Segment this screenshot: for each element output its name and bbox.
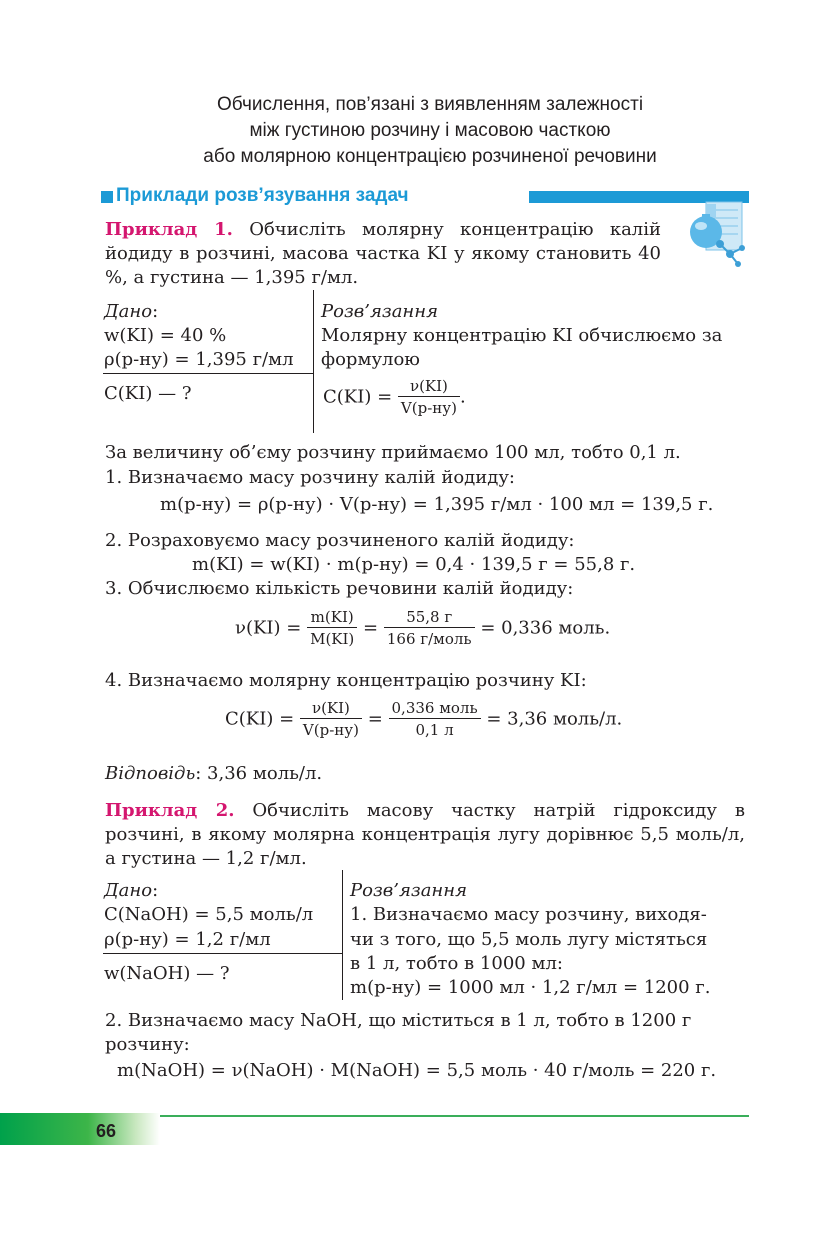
example1-given-2: ρ(р-ну) = 1,395 г/мл (104, 349, 294, 370)
example2-step2-cont: розчину: (105, 1034, 190, 1055)
example1-solution-text-1: Молярну концентрацію KI обчислюємо за (321, 325, 723, 346)
example1-given-1: w(KI) = 40 % (104, 325, 227, 346)
example1-step1: 1. Визначаємо масу розчину калій йодиду: (105, 467, 515, 488)
example2-solution-label: Розв’язання (350, 880, 468, 901)
topic-line-3: або молярною концентрацією розчиненої речовини (203, 146, 657, 167)
example2-given-2: ρ(р-ну) = 1,2 г/мл (104, 929, 271, 950)
example1-given-label: Дано: (104, 301, 159, 322)
example2-given-label: Дано: (104, 880, 159, 901)
example2-divider (342, 870, 343, 1000)
example2-find: w(NaOH) — ? (104, 963, 230, 984)
topic-line-1: Обчислення, пов’язані з виявленням залежності (216, 94, 644, 115)
example2-solution-3: в 1 л, тобто в 1000 мл: (350, 953, 563, 974)
example1-step4: 4. Визначаємо молярну концентрацію розчину KI: (105, 670, 587, 691)
example2-statement (105, 799, 745, 871)
example1-solution-label: Розв’язання (321, 301, 439, 322)
example2-step2: 2. Визначаємо масу NaOH, що міститься в 1 л, тобто в 1200 г (105, 1010, 692, 1031)
example2-given-rule (103, 953, 342, 954)
example1-step3-equation: ν(KI) = $\frac{m(KI)}{M(KI)}$ = $\frac{55,8 г}{\text{166 г/моль}}$ = 0,336 моль. (235, 608, 611, 648)
page-number: 66 (96, 1121, 117, 1141)
example1-answer: Відповідь: 3,36 моль/л. (105, 763, 323, 784)
section-marker (101, 191, 113, 203)
example2-step2-equation: m(NaOH) = ν(NaOH) · M(NaOH) = 5,5 моль · 40 г/моль = 220 г. (117, 1060, 717, 1081)
example2-solution-4: m(р-ну) = 1000 мл · 1,2 г/мл = 1200 г. (350, 977, 711, 998)
topic-line-2: між густиною розчину і масовою часткою (249, 120, 611, 141)
example1-step4-equation: C(KI) = $\frac{\nu(KI)}{V(р-ну)}$ = $\frac{\text{0,336 моль}}{0,1 л}$ = 3,36 моль/л. (225, 699, 623, 739)
example2-label: Приклад 2. (105, 800, 235, 821)
example1-step1-equation: m(р-ну) = ρ(р-ну) · V(р-ну) = 1,395 г/мл · 100 мл = 139,5 г. (160, 494, 714, 515)
example1-solution-text-2: формулою (321, 349, 420, 370)
example1-step2: 2. Розраховуємо масу розчиненого калій йодиду: (105, 530, 575, 551)
example1-formula: C(KI) = $\frac{\nu(KI)}{V(р-ну)}$ . (323, 377, 466, 417)
example1-step2-equation: m(KI) = w(KI) · m(р-ну) = 0,4 · 139,5 г = 55,8 г. (192, 554, 636, 575)
example2-given-1: C(NaOH) = 5,5 моль/л (104, 904, 314, 925)
example1-step3: 3. Обчислюємо кількість речовини калій йодиду: (105, 578, 574, 599)
example1-text: Обчисліть молярну концентрацію калій йодиду в розчині, масова частка KI у якому становить 40 %, а густина — 1,395 г/мл. (105, 219, 661, 288)
example2-solution-1: 1. Визначаємо масу розчину, виходя- (350, 904, 707, 925)
example1-statement (105, 218, 661, 290)
example1-volume-text: За величину об’єму розчину приймаємо 100 мл, тобто 0,1 л. (105, 442, 681, 463)
example2-solution-2: чи з того, що 5,5 моль лугу містяться (350, 929, 708, 950)
example1-divider (313, 290, 314, 433)
footer-rule (150, 1115, 749, 1117)
section-header (101, 185, 749, 206)
flask-icon (684, 200, 748, 268)
footer-bar (0, 1113, 160, 1145)
example1-given-rule (103, 373, 313, 374)
example1-find: C(KI) — ? (104, 383, 192, 404)
example2-text: Обчисліть масову частку натрій гідроксиду в розчині, в якому молярна концентрація лугу дорівнює 5,5 моль/л, а густина — 1,2 г/мл. (105, 800, 746, 869)
topic-heading (100, 92, 760, 170)
example1-label: Приклад 1. (105, 219, 233, 240)
section-title: Приклади розв’язування задач (116, 185, 409, 206)
